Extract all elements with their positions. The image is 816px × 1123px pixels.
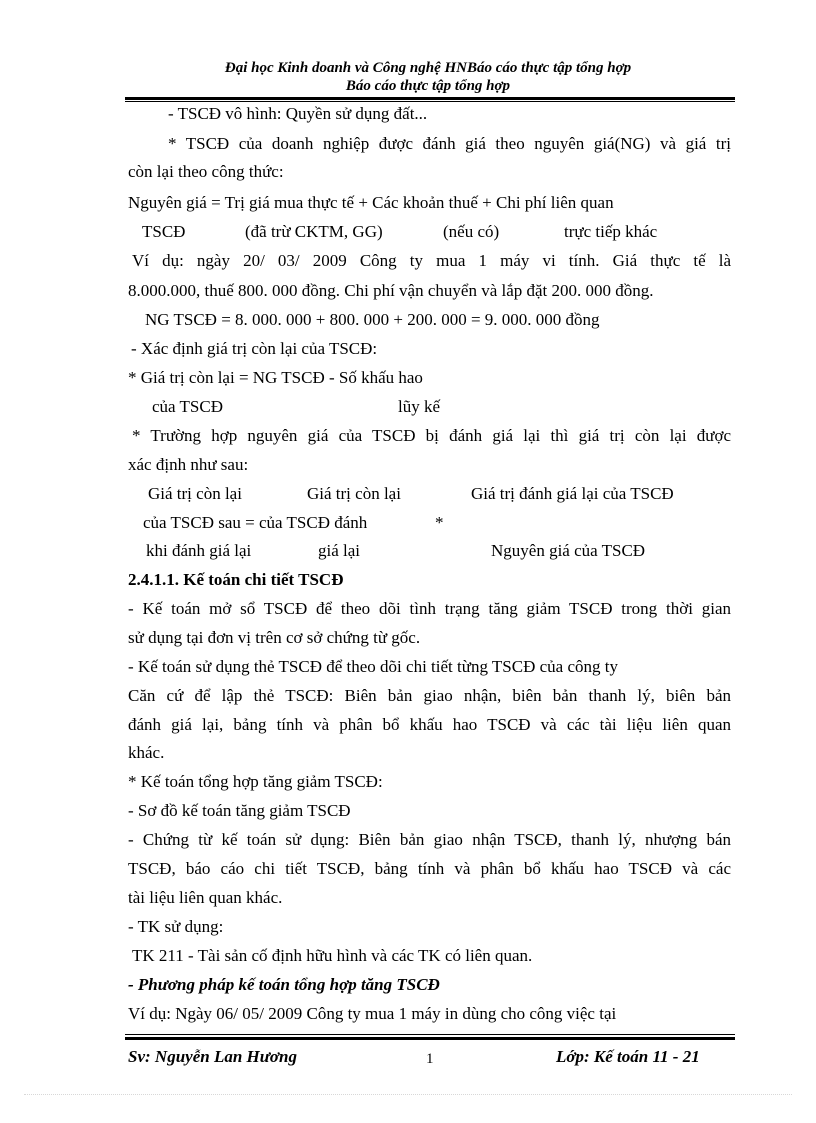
header-rule-thick: [125, 97, 735, 100]
formula-label: (đã trừ CKTM, GG): [245, 222, 383, 241]
text-line: * Kế toán tổng hợp tăng giảm TSCĐ:: [128, 772, 383, 791]
text-line: còn lại theo công thức:: [128, 162, 284, 181]
formula-label: của TSCĐ: [152, 397, 223, 416]
text-line: * TSCĐ của doanh nghiệp được đánh giá theo nguyên giá(NG) và giá trị: [168, 134, 731, 153]
formula-residual-value: * Giá trị còn lại = NG TSCĐ - Số khấu hao: [128, 368, 423, 387]
formula-label: giá lại: [318, 541, 361, 560]
text-line: sử dụng tại đơn vị trên cơ sở chứng từ gốc.: [128, 628, 421, 647]
formula-label: khi đánh giá lại: [146, 541, 252, 560]
header-line-1: Đại học Kinh doanh và Công nghệ HNBáo cáo thực tập tổng hợp: [224, 60, 632, 76]
text-line: - TSCĐ vô hình: Quyền sử dụng đất...: [168, 104, 428, 123]
page-number: 1: [426, 1051, 434, 1067]
page-edge-dotted-line: [24, 1094, 792, 1095]
formula-label: lũy kế: [398, 397, 441, 416]
section-heading: 2.4.1.1. Kế toán chi tiết TSCĐ: [128, 570, 344, 589]
header-rule-thin: [125, 101, 735, 102]
footer-rule-thick: [125, 1037, 735, 1040]
text-line: - Sơ đồ kế toán tăng giảm TSCĐ: [128, 801, 351, 820]
footer-class: Lớp: Kế toán 11 - 21: [556, 1047, 700, 1066]
header-line-2: Báo cáo thực tập tổng hợp: [345, 78, 511, 94]
text-line: - TK sử dụng:: [128, 917, 224, 936]
text-line: tài liệu liên quan khác.: [128, 888, 283, 907]
formula-label: trực tiếp khác: [564, 222, 658, 241]
formula-label: Giá trị đánh giá lại của TSCĐ: [471, 484, 674, 503]
text-line: TSCĐ, báo cáo chi tiết TSCĐ, bảng tính và phân bổ khấu hao TSCĐ và các: [128, 859, 731, 878]
footer-rule-thin: [125, 1034, 735, 1035]
formula-label: Giá trị còn lại: [148, 484, 242, 503]
subsection-heading: - Phương pháp kế toán tổng hợp tăng TSCĐ: [128, 975, 440, 994]
text-line: 8.000.000, thuế 800. 000 đồng. Chi phí vận chuyển và lắp đặt 200. 000 đồng.: [128, 281, 654, 300]
text-line: Ví dụ: ngày 20/ 03/ 2009 Công ty mua 1 máy vi tính. Giá thực tế là: [132, 251, 731, 270]
formula-operator: *: [435, 513, 444, 532]
formula-label: (nếu có): [443, 222, 500, 241]
text-line: NG TSCĐ = 8. 000. 000 + 800. 000 + 200. 000 = 9. 000. 000 đồng: [145, 310, 600, 329]
text-line: xác định như sau:: [128, 455, 249, 474]
text-line: đánh giá lại, bảng tính và phân bổ khấu hao TSCĐ và các tài liệu liên quan: [128, 715, 731, 734]
text-line: TK 211 - Tài sản cố định hữu hình và các TK có liên quan.: [132, 946, 533, 965]
formula-label: Nguyên giá của TSCĐ: [491, 541, 646, 560]
formula-label: TSCĐ: [142, 222, 186, 241]
footer-student-name: Sv: Nguyễn Lan Hương: [128, 1047, 298, 1066]
text-line: Căn cứ để lập thẻ TSCĐ: Biên bản giao nhận, biên bản thanh lý, biên bản: [128, 686, 731, 705]
text-line: - Xác định giá trị còn lại của TSCĐ:: [131, 339, 378, 358]
text-line: - Kế toán sử dụng thẻ TSCĐ để theo dõi chi tiết từng TSCĐ của công ty: [128, 657, 618, 676]
text-line: khác.: [128, 743, 165, 762]
text-line: - Chứng từ kế toán sử dụng: Biên bản giao nhận TSCĐ, thanh lý, nhượng bán: [128, 830, 731, 849]
formula-label: của TSCĐ sau = của TSCĐ đánh: [143, 513, 368, 532]
formula-label: Giá trị còn lại: [307, 484, 401, 503]
formula-original-cost: Nguyên giá = Trị giá mua thực tế + Các khoản thuế + Chi phí liên quan: [128, 193, 614, 212]
text-line: - Kế toán mở sổ TSCĐ để theo dõi tình trạng tăng giảm TSCĐ trong thời gian: [128, 599, 731, 618]
text-line: Ví dụ: Ngày 06/ 05/ 2009 Công ty mua 1 máy in dùng cho công việc tại: [128, 1004, 617, 1023]
text-line: * Trường hợp nguyên giá của TSCĐ bị đánh giá lại thì giá trị còn lại được: [132, 426, 731, 445]
